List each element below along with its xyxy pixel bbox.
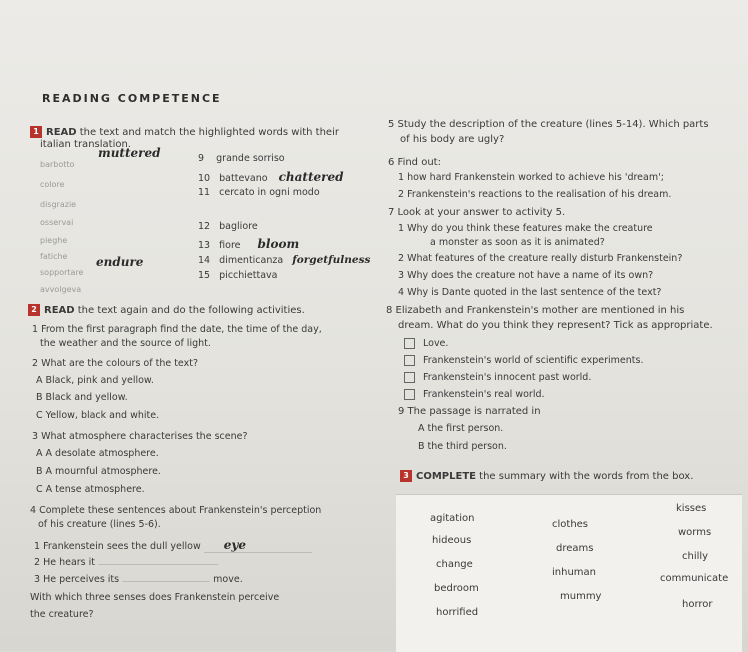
match-item-2: colore: [40, 180, 65, 189]
checkbox[interactable]: [404, 338, 415, 349]
handwritten-answer: eye: [204, 538, 312, 553]
handwritten-answer: bloom: [257, 237, 300, 251]
exercise-2-title: 2 READ the text again and do the following activities.: [28, 304, 305, 316]
word-item: chilly: [682, 551, 709, 562]
word-item: agitation: [430, 513, 475, 524]
question-6-1: 1 how hard Frankenstein worked to achieve his 'dream';: [398, 172, 664, 183]
match-item-14: 14 dimenticanza forgetfulness: [198, 254, 371, 266]
tick-option-4[interactable]: Frankenstein's real world.: [404, 389, 545, 400]
match-item-5: pieghe: [40, 236, 68, 245]
question-5-line2: of his body are ugly?: [400, 134, 505, 145]
option-9a: A the first person.: [418, 423, 504, 434]
word-item: change: [436, 559, 473, 570]
option-3b: B A mournful atmosphere.: [36, 466, 161, 477]
question-1: 1 From the first paragraph find the date, the time of the day,: [32, 324, 322, 335]
word-item: kisses: [676, 503, 707, 514]
word-item: communicate: [660, 573, 729, 584]
question-7-3: 3 Why does the creature not have a name of its own?: [398, 270, 654, 281]
option-9b: B the third person.: [418, 441, 507, 452]
match-item-11: 11 cercato in ogni modo: [198, 187, 320, 198]
question-8: 8 Elizabeth and Frankenstein's mother are mentioned in his: [386, 305, 685, 316]
exercise-3-number: 3: [400, 470, 412, 482]
option-3c: C A tense atmosphere.: [36, 484, 145, 495]
exercise-2-number: 2: [28, 304, 40, 316]
word-item: bedroom: [434, 583, 479, 594]
word-item: inhuman: [552, 567, 596, 578]
match-item-9: 9 grande sorriso: [198, 153, 285, 164]
match-item-8: avvolgeva: [40, 285, 82, 294]
question-7-2: 2 What features of the creature really disturb Frankenstein?: [398, 253, 683, 264]
question-7-4: 4 Why is Dante quoted in the last sentence of the text?: [398, 287, 662, 298]
exercise-1-title-line2: italian translation.: [40, 139, 131, 150]
question-4: 4 Complete these sentences about Frankenstein's perception: [30, 505, 322, 516]
question-4-senses: With which three senses does Frankenstein perceive: [30, 592, 280, 603]
section-header: READING COMPETENCE: [42, 92, 222, 105]
question-1-line2: the weather and the source of light.: [40, 338, 211, 349]
exercise-3-title: 3 COMPLETE the summary with the words from the box.: [400, 470, 693, 482]
match-item-13: 13 fiore bloom: [198, 237, 300, 251]
exercise-1-number: 1: [30, 126, 42, 138]
match-item-15: 15 picchiettava: [198, 270, 278, 281]
question-9: 9 The passage is narrated in: [398, 406, 541, 417]
word-item: mummy: [560, 591, 602, 602]
tick-option-1[interactable]: Love.: [404, 338, 448, 349]
option-2a: A Black, pink and yellow.: [36, 375, 154, 386]
handwritten-answer: forgetfulness: [292, 254, 371, 266]
tick-option-3[interactable]: Frankenstein's innocent past world.: [404, 372, 591, 383]
checkbox[interactable]: [404, 372, 415, 383]
checkbox[interactable]: [404, 389, 415, 400]
question-7-1: 1 Why do you think these features make the creature: [398, 223, 653, 234]
question-4-1: 1 Frankenstein sees the dull yellow eye: [34, 538, 312, 553]
question-5: 5 Study the description of the creature (lines 5-14). Which parts: [388, 119, 709, 130]
question-4-line2: of his creature (lines 5-6).: [38, 519, 161, 530]
question-4-3: 3 He perceives its move.: [34, 574, 243, 585]
match-item-7: sopportare endure: [40, 255, 144, 277]
option-2c: C Yellow, black and white.: [36, 410, 160, 421]
match-item-6: fatiche: [40, 252, 68, 261]
option-2b: B Black and yellow.: [36, 392, 128, 403]
handwritten-answer: muttered: [98, 146, 161, 160]
handwritten-answer: endure: [96, 255, 144, 269]
question-2: 2 What are the colours of the text?: [32, 358, 198, 369]
match-item-12: 12 bagliore: [198, 221, 258, 232]
word-item: clothes: [552, 519, 589, 530]
question-6: 6 Find out:: [388, 157, 441, 168]
question-4-2: 2 He hears it: [34, 557, 218, 568]
word-item: dreams: [556, 543, 594, 554]
question-8-line2: dream. What do you think they represent? Tick as appropriate.: [398, 320, 713, 331]
word-box: [396, 494, 742, 652]
word-item: hideous: [432, 535, 472, 546]
question-4-senses-line2: the creature?: [30, 609, 94, 620]
option-3a: A A desolate atmosphere.: [36, 448, 159, 459]
question-7-1-line2: a monster as soon as it is animated?: [430, 237, 605, 248]
checkbox[interactable]: [404, 355, 415, 366]
word-item: horrified: [436, 607, 479, 618]
exercise-1-title: 1 READ the text and match the highlighted words with their: [30, 126, 339, 138]
question-6-2: 2 Frankenstein's reactions to the realisation of his dream.: [398, 189, 672, 200]
match-item-4: osservai: [40, 218, 74, 227]
question-3: 3 What atmosphere characterises the scene?: [32, 431, 248, 442]
match-item-3: disgrazie: [40, 200, 77, 209]
tick-option-2[interactable]: Frankenstein's world of scientific experiments.: [404, 355, 643, 366]
question-7: 7 Look at your answer to activity 5.: [388, 207, 566, 218]
word-item: horror: [682, 599, 713, 610]
word-item: worms: [678, 527, 712, 538]
match-item-1: barbotto muttered: [40, 146, 161, 169]
match-item-10: 10 battevano chattered: [198, 170, 344, 184]
handwritten-answer: chattered: [278, 170, 344, 184]
